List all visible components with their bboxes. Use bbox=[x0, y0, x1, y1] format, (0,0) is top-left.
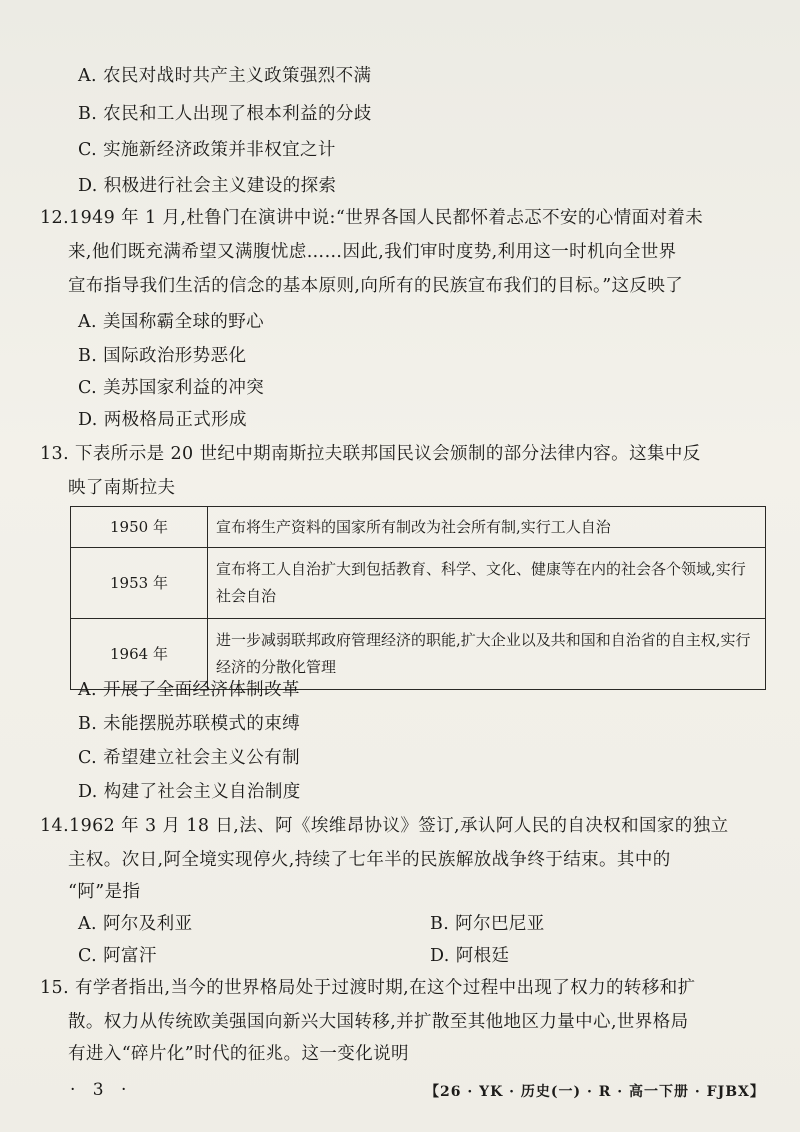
table-row bbox=[71, 548, 766, 619]
q12-stem-line-3: 宣布指导我们生活的信念的基本原则,向所有的民族宣布我们的目标。”这反映了 bbox=[68, 276, 684, 296]
table-content-cell: 宣布将工人自治扩大到包括教育、科学、文化、健康等在内的社会各个领域,实行社会自治 bbox=[208, 548, 766, 619]
q15-stem-line-3: 有进入“碎片化”时代的征兆。这一变化说明 bbox=[68, 1044, 409, 1064]
q13-option-a: A. 开展了全面经济体制改革 bbox=[78, 680, 300, 700]
q14-option-a: A. 阿尔及利亚 bbox=[78, 914, 193, 934]
q11-option-b: B. 农民和工人出现了根本利益的分歧 bbox=[78, 104, 372, 124]
law-table bbox=[70, 506, 766, 690]
q11-option-a: A. 农民对战时共产主义政策强烈不满 bbox=[78, 66, 372, 86]
table-content-cell: 宣布将生产资料的国家所有制改为社会所有制,实行工人自治 bbox=[208, 507, 766, 548]
q12-option-b: B. 国际政治形势恶化 bbox=[78, 346, 247, 366]
q12-option-d: D. 两极格局正式形成 bbox=[78, 410, 247, 430]
q14-stem-line-1: 14.1962 年 3 月 18 日,法、阿《埃维昂协议》签订,承认阿人民的自决权和国家的独立 bbox=[40, 816, 729, 836]
q13-option-c: C. 希望建立社会主义公有制 bbox=[78, 748, 300, 768]
exam-code: 【26 · YK · 历史(一) · R · 高一下册 · FJBX】 bbox=[425, 1084, 765, 1100]
q11-option-c: C. 实施新经济政策并非权宜之计 bbox=[78, 140, 336, 160]
q13-option-d: D. 构建了社会主义自治制度 bbox=[78, 782, 301, 802]
table-year-cell: 1953 年 bbox=[71, 548, 208, 619]
q14-option-d: D. 阿根廷 bbox=[430, 946, 510, 966]
q12-stem-line-1: 12.1949 年 1 月,杜鲁门在演讲中说:“世界各国人民都怀着忐忑不安的心情面对着未 bbox=[40, 208, 704, 228]
q14-stem-line-2: 主权。次日,阿全境实现停火,持续了七年半的民族解放战争终于结束。其中的 bbox=[68, 850, 671, 870]
page-number: · 3 · bbox=[70, 1080, 133, 1100]
q14-option-b: B. 阿尔巴尼亚 bbox=[430, 914, 545, 934]
table-content-cell: 进一步减弱联邦政府管理经济的职能,扩大企业以及共和国和自治省的自主权,实行经济的分散化管理 bbox=[208, 619, 766, 690]
q12-option-a: A. 美国称霸全球的野心 bbox=[78, 312, 265, 332]
q11-option-d: D. 积极进行社会主义建设的探索 bbox=[78, 176, 337, 196]
q14-stem-line-3: “阿”是指 bbox=[68, 882, 141, 902]
table-year-cell: 1964 年 bbox=[71, 619, 208, 690]
q13-stem-line-1: 13. 下表所示是 20 世纪中期南斯拉夫联邦国民议会颁制的部分法律内容。这集中反 bbox=[40, 444, 701, 464]
q12-option-c: C. 美苏国家利益的冲突 bbox=[78, 378, 265, 398]
q12-stem-line-2: 来,他们既充满希望又满腹忧虑……因此,我们审时度势,利用这一时机向全世界 bbox=[68, 242, 677, 262]
q13-option-b: B. 未能摆脱苏联模式的束缚 bbox=[78, 714, 301, 734]
q13-stem-line-2: 映了南斯拉夫 bbox=[68, 478, 176, 498]
table-year-cell: 1950 年 bbox=[71, 507, 208, 548]
q15-stem-line-2: 散。权力从传统欧美强国向新兴大国转移,并扩散至其他地区力量中心,世界格局 bbox=[68, 1012, 689, 1032]
q14-option-c: C. 阿富汗 bbox=[78, 946, 157, 966]
q15-stem-line-1: 15. 有学者指出,当今的世界格局处于过渡时期,在这个过程中出现了权力的转移和扩 bbox=[40, 978, 696, 998]
table-row bbox=[71, 507, 766, 548]
